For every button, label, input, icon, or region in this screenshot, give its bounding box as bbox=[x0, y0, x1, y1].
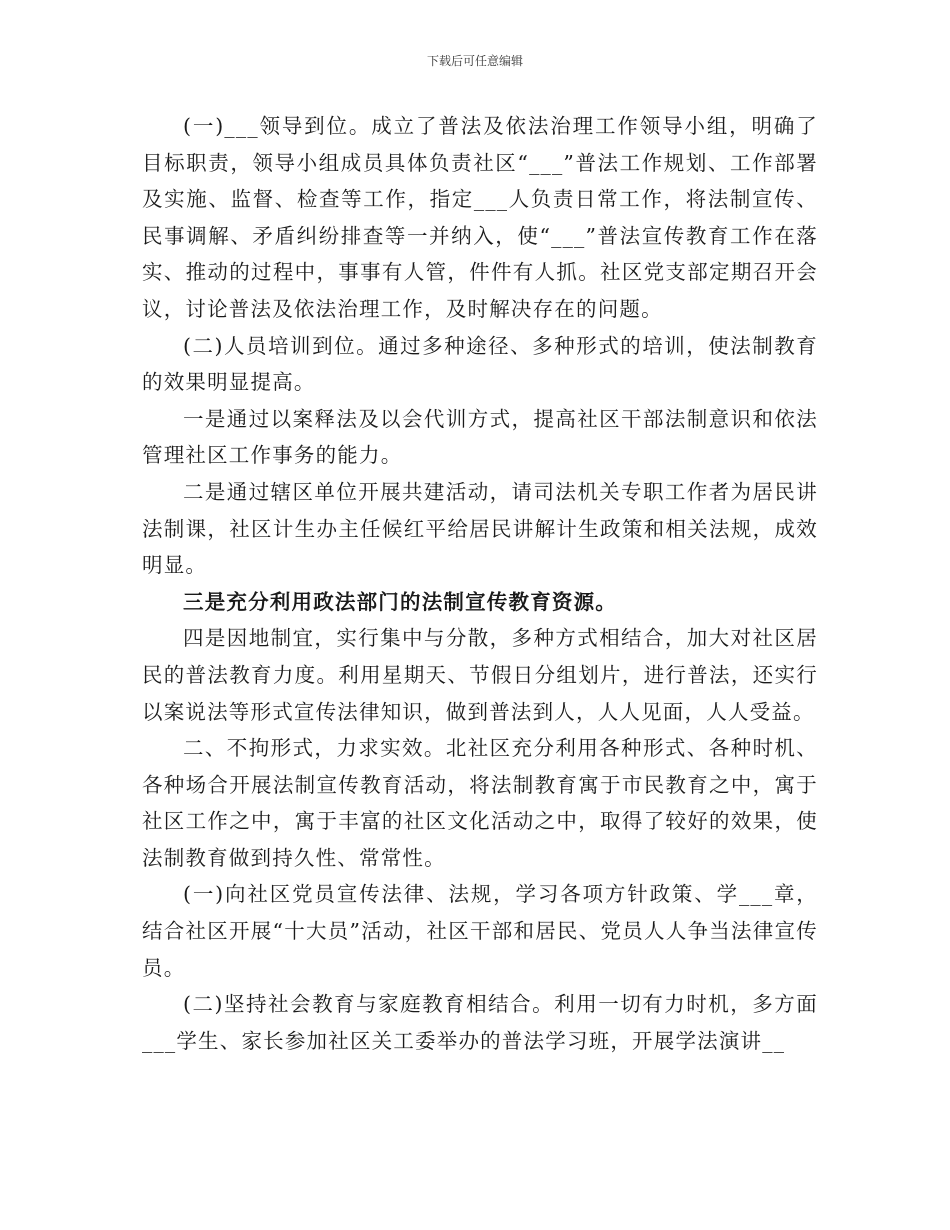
page-header-note: 下载后可任意编辑 bbox=[426, 54, 523, 68]
paragraph-point-four: 四是因地制宜，实行集中与分散，多种方式相结合，加大对社区居民的普法教育力度。利用星期天、节假日分组划片，进行普法，还实行以案说法等形式宣传法律知识，做到普法到人，人人见面，人人受益。 bbox=[142, 626, 818, 724]
document-body bbox=[142, 108, 818, 1059]
paragraph-party-members: (一)向社区党员宣传法律、法规，学习各项方针政策、学___章，结合社区开展“十大员”活动，社区干部和居民、党员人人争当法律宣传员。 bbox=[142, 882, 818, 980]
paragraph-point-one: 一是通过以案释法及以会代训方式，提高社区干部法制意识和依法管理社区工作事务的能力。 bbox=[142, 406, 818, 468]
paragraph-family-education: (二)坚持社会教育与家庭教育相结合。利用一切有力时机，多方面___学生、家长参加社区关工委举办的普法学习班，开展学法演讲__ bbox=[142, 992, 818, 1053]
paragraph-training: (二)人员培训到位。通过多种途径、多种形式的培训，使法制教育的效果明显提高。 bbox=[142, 333, 818, 395]
paragraph-point-three: 三是充分利用政法部门的法制宣传教育资源。 bbox=[183, 589, 617, 614]
paragraph-section-two: 二、不拘形式，力求实效。北社区充分利用各种形式、各种时机、各种场合开展法制宣传教育活动，将法制教育寓于市民教育之中，寓于社区工作之中，寓于丰富的社区文化活动之中，取得了较好的效果，使法制教育做到持久性、常常性。 bbox=[142, 736, 818, 870]
paragraph-point-two: 二是通过辖区单位开展共建活动，请司法机关专职工作者为居民讲法制课，社区计生办主任候红平给居民讲解计生政策和相关法规，成效明显。 bbox=[142, 479, 818, 578]
paragraph-leadership: (一)___领导到位。成立了普法及依法治理工作领导小组，明确了目标职责，领导小组成员具体负责社区“___”普法工作规划、工作部署及实施、监督、检查等工作，指定___人负责日常工作，将法制宣传、民事调解、矛盾纠纷排查等一并纳入，使“___”普法宣传教育工作在落实、推动的过程中，事事有人管，件件有人抓。社区党支部定期召开会议，讨论普法及依法治理工作，及时解决存在的问题。 bbox=[142, 114, 818, 321]
